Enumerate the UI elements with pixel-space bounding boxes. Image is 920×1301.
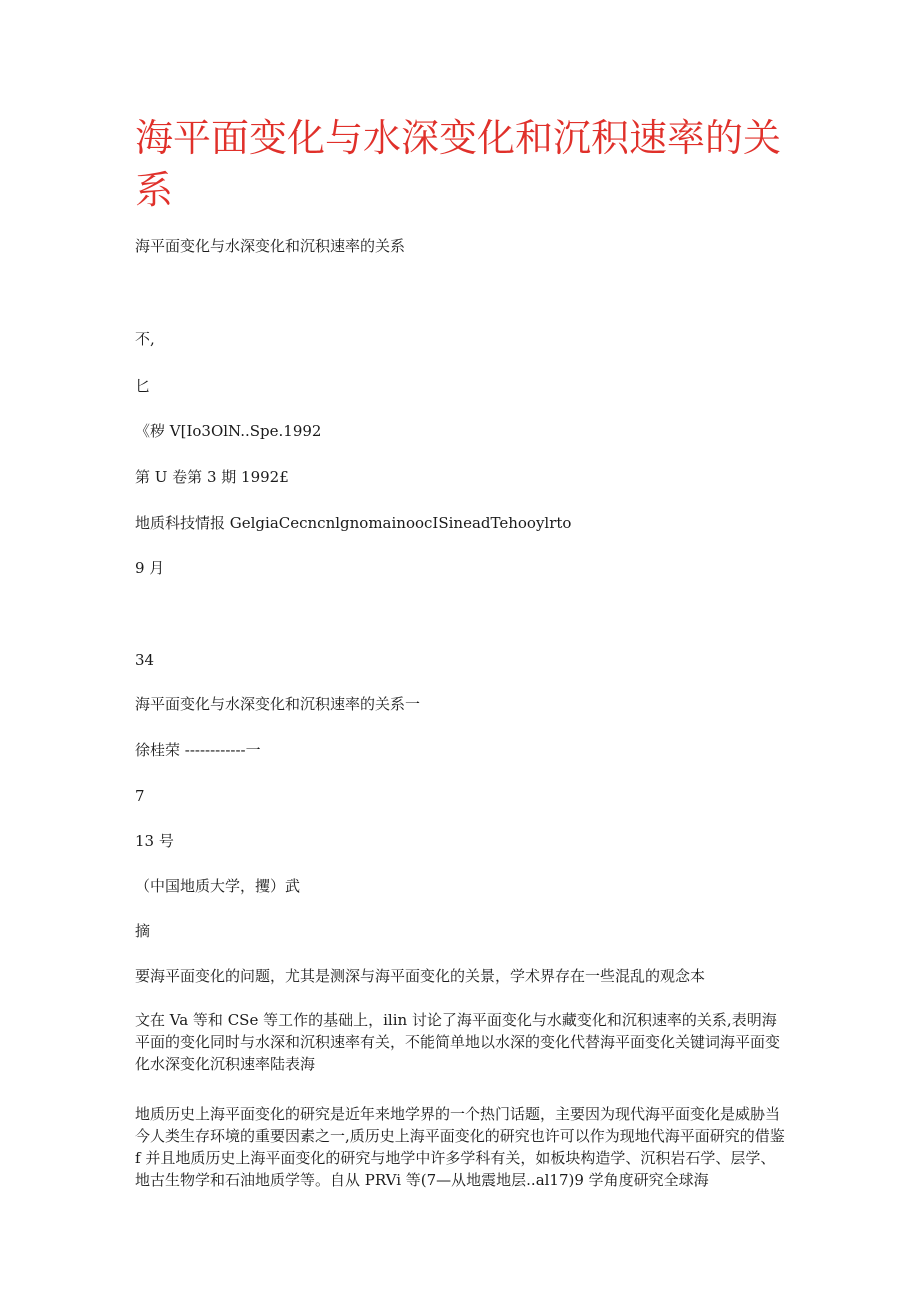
abstract-label-line: 摘	[135, 922, 151, 940]
text-line-2: 匕	[135, 377, 151, 395]
month-line: 9 月	[135, 559, 165, 577]
article-title-line: 海平面变化与水深变化和沉积速率的关系一	[135, 695, 421, 713]
text-line-1: 不,	[135, 330, 155, 348]
text-line-11: 13 号	[135, 832, 174, 850]
body-paragraph: 地质历史上海平面变化的研究是近年来地学界的一个热门话题，主要因为现代海平面变化是威胁当今人类生存环境的重要因素之一,质历史上海平面变化的研究也许可以作为现地代海平面研究的借鉴 f 并且地质历史上海平面变化的研究与地学中许多学科有关，如板块构造学、沉积岩石学、层学、地古生物学和石油地质学等。自从 PRVi 等(7—从地震地层..al17)9 学角度研究全球海	[135, 1105, 785, 1189]
author-line: 徐桂荣 ------------一	[135, 741, 261, 759]
page-number-line: 34	[135, 651, 155, 669]
abstract-first-line: 要海平面变化的问题，尤其是测深与海平面变化的关景，学术界存在一些混乱的观念本	[135, 967, 706, 985]
affiliation-line: （中国地质大学，攫）武	[135, 877, 301, 895]
journal-name-line: 地质科技情报 GelgiaCecncnlgnomainoocISineadTehooylrto	[135, 514, 572, 532]
journal-line: 《秽 V[Io3OlN..Spe.1992	[135, 422, 322, 440]
document-title: 海平面变化与水深变化和沉积速率的关系	[135, 116, 782, 212]
volume-issue-line: 第 U 卷第 3 期 1992£	[135, 468, 289, 486]
abstract-paragraph: 文在 Va 等和 CSe 等工作的基础上，ilin 讨论了海平面变化与水藏变化和沉积速率的关系,表明海平面的变化同时与水深和沉积速率有关，不能简单地以水深的变化代替海平面变化关键词海平面变化水深变化沉积速率陆表海	[135, 1011, 781, 1073]
text-line-10: 7	[135, 787, 145, 805]
document-subtitle: 海平面变化与水深变化和沉积速率的关系	[135, 237, 406, 255]
